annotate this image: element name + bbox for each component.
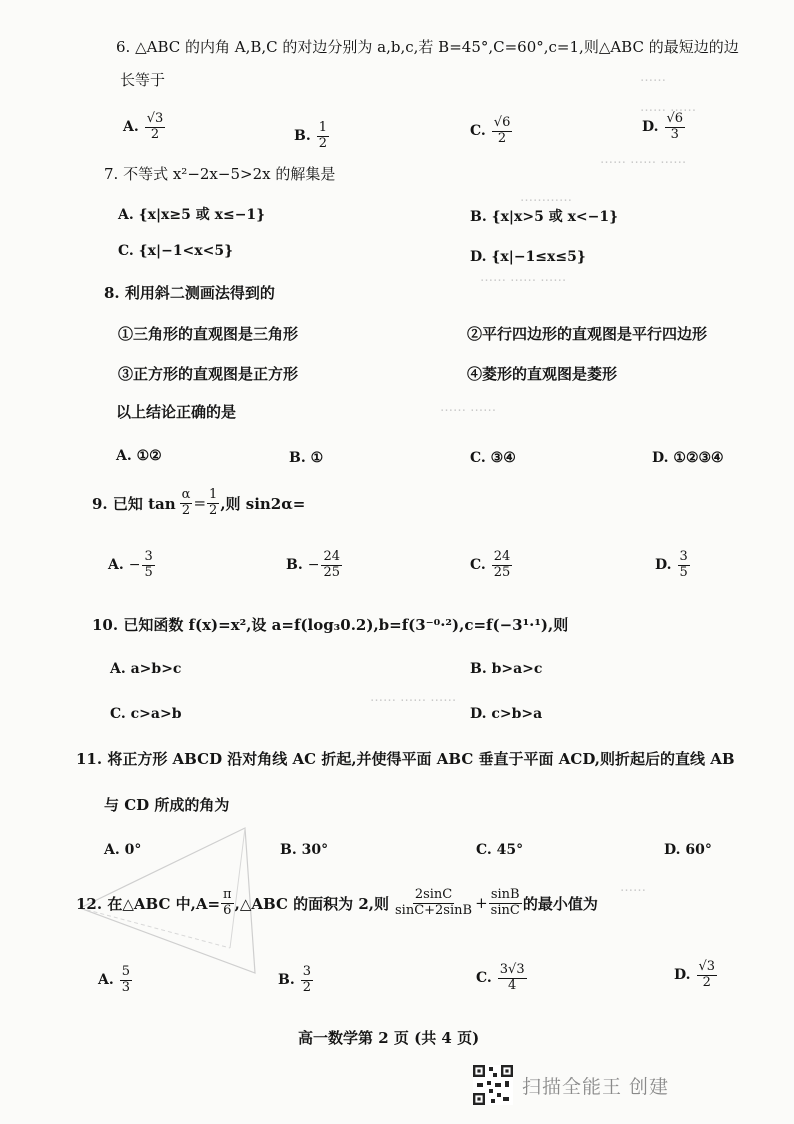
q11-option-a: A. 0° bbox=[104, 842, 142, 858]
bleed-through-text: …… bbox=[640, 70, 666, 85]
q7-option-a: A. {x|x≥5 或 x≤−1} bbox=[118, 207, 266, 223]
q8-option-b: B. ① bbox=[289, 450, 324, 466]
bleed-through-text: …… …… …… bbox=[480, 270, 567, 285]
q9-option-a: A. − $\frac{3}{5}$ bbox=[108, 549, 153, 580]
q8-option-d: D. ①②③④ bbox=[652, 450, 724, 466]
q10-option-b: B. b>a>c bbox=[470, 661, 543, 677]
page-footer: 高一数学第 2 页 (共 4 页) bbox=[298, 1029, 480, 1047]
q8-option-a: A. ①② bbox=[116, 448, 162, 464]
bleed-through-text: …… …… bbox=[640, 100, 697, 115]
q6-option-b: B. $\frac{1}{2}$ bbox=[294, 120, 327, 151]
q12-option-b: B. $\frac{3}{2}$ bbox=[278, 964, 311, 995]
q8-question: 以上结论正确的是 bbox=[116, 403, 237, 421]
q11-option-c: C. 45° bbox=[476, 842, 524, 858]
q6-option-a: A. $\frac{√3}{2}$ bbox=[123, 111, 164, 142]
q12-option-a: A. $\frac{5}{3}$ bbox=[98, 964, 131, 995]
question-6-stem-cont: 长等于 bbox=[120, 71, 166, 89]
question-12-stem: 12. 在△ABC 中,A= $\frac{\pi}{6}$ ,△ABC 的面积为 2,则 $\frac{2\sin C}{\sin C+2\sin B}$ + $\frac{\sin B}{\sin C}$ 的最小值为 bbox=[76, 887, 598, 918]
watermark: 扫描全能王 创建 bbox=[522, 1076, 670, 1098]
question-8-stem: 8. 利用斜二测画法得到的 bbox=[104, 284, 275, 302]
bleed-through-text: …… …… bbox=[440, 400, 497, 415]
q8-option-c: C. ③④ bbox=[470, 450, 516, 466]
q6-option-c: C. $\frac{√6}{2}$ bbox=[470, 115, 511, 146]
question-10-stem: 10. 已知函数 f(x)=x²,设 a=f(log₃0.2),b=f(3⁻⁰·²),c=f(−3¹·¹),则 bbox=[92, 616, 569, 634]
q10-option-a: A. a>b>c bbox=[110, 661, 182, 677]
q9-option-d: D. $\frac{3}{5}$ bbox=[655, 549, 688, 580]
q9-option-b: B. − $\frac{24}{25}$ bbox=[286, 549, 340, 580]
question-11-stem-cont: 与 CD 所成的角为 bbox=[104, 796, 230, 814]
q6-option-d: D. $\frac{√6}{3}$ bbox=[642, 111, 684, 142]
q8-statement-1: ①三角形的直观图是三角形 bbox=[118, 325, 299, 343]
question-7-stem: 7. 不等式 x²−2x−5>2x 的解集是 bbox=[104, 165, 336, 183]
q8-statement-3: ③正方形的直观图是正方形 bbox=[118, 365, 299, 383]
q8-statement-2: ②平行四边形的直观图是平行四边形 bbox=[467, 325, 708, 343]
bleed-through-text: …… …… …… bbox=[370, 690, 457, 705]
q7-option-c: C. {x|−1<x<5} bbox=[118, 243, 234, 259]
q7-option-d: D. {x|−1≤x≤5} bbox=[470, 249, 586, 265]
question-6-stem: 6. △ABC 的内角 A,B,C 的对边分别为 a,b,c,若 B=45°,C=60°,c=1,则△ABC 的最短边的边 bbox=[116, 38, 739, 56]
q8-statement-4: ④菱形的直观图是菱形 bbox=[467, 365, 618, 383]
q11-option-b: B. 30° bbox=[280, 842, 329, 858]
bleed-through-text: …… bbox=[620, 880, 646, 895]
bleed-through-text: ………… bbox=[520, 190, 572, 205]
bleed-through-text: …… …… …… bbox=[600, 152, 687, 167]
question-9-stem: 9. 已知 tan $\frac{\alpha}{2}$ = $\frac{1}{2}$ ,则 sin2α= bbox=[92, 487, 306, 518]
qr-code-icon bbox=[473, 1065, 513, 1105]
question-11-stem: 11. 将正方形 ABCD 沿对角线 AC 折起,并使得平面 ABC 垂直于平面 ACD,则折起后的直线 AB bbox=[76, 750, 735, 768]
q12-option-d: D. $\frac{√3}{2}$ bbox=[674, 959, 716, 990]
q7-option-b: B. {x|x>5 或 x<−1} bbox=[470, 209, 619, 225]
q11-option-d: D. 60° bbox=[664, 842, 712, 858]
q10-option-c: C. c>a>b bbox=[110, 706, 182, 722]
q10-option-d: D. c>b>a bbox=[470, 706, 543, 722]
q9-option-c: C. $\frac{24}{25}$ bbox=[470, 549, 511, 580]
q12-option-c: C. $\frac{3√3}{4}$ bbox=[476, 962, 525, 993]
